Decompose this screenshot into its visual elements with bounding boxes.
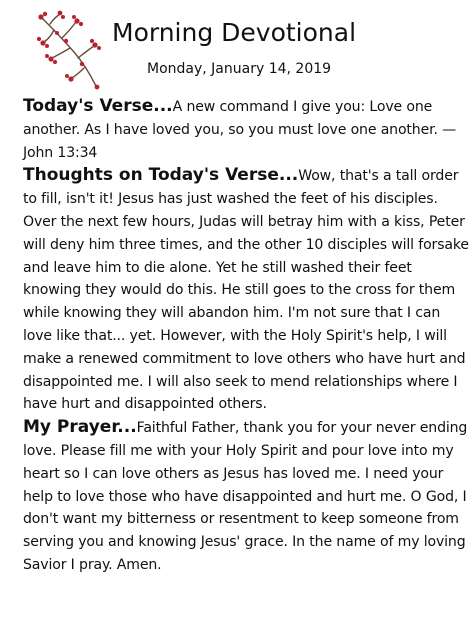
verse-text: A new command I give you: Love one another. As I have loved you, so you must love one another. — John 13:34	[23, 99, 457, 161]
prayer-section	[23, 416, 469, 577]
red-berry-branch-icon	[30, 8, 110, 90]
prayer-text: Faithful Father, thank you for your never ending love. Please fill me with your Holy Spirit and pour love into my heart so I can love others as Jesus has loved me. I need your help to love those who have disappointed and hurt me. O God, I don't want my bitterness or resentment to keep someone from serving you and knowing Jesus' grace. In the name of my loving Savior I pray. Amen.	[23, 420, 468, 573]
verse-heading: Today's Verse...	[23, 96, 173, 116]
thoughts-heading: Thoughts on Today's Verse...	[23, 165, 299, 186]
devotional-date: Monday, January 14, 2019	[147, 61, 332, 77]
verse-section	[23, 95, 469, 164]
prayer-heading: My Prayer...	[23, 417, 137, 438]
devotional-sections	[23, 95, 469, 577]
thoughts-text: Wow, that's a tall order to fill, isn't it! Jesus has just washed the feet of his disciples. Over the next few hours, Judas will betray him with a kiss, Peter will deny him three times, and the other 10 disciples will forsake and leave him to die alone. Yet he still washed their feet knowing they would do this. He still goes to the cross for them while knowing they will abandon him. I'm not sure that I can love like that... yet. However, with the Holy Spirit's help, I will make a renewed commitment to love others who have hurt and disappointed me. I will also seek to mend relationships where I have hurt and disappointed others.	[23, 168, 469, 413]
thoughts-section	[23, 164, 469, 416]
page-title: Morning Devotional	[112, 18, 357, 47]
